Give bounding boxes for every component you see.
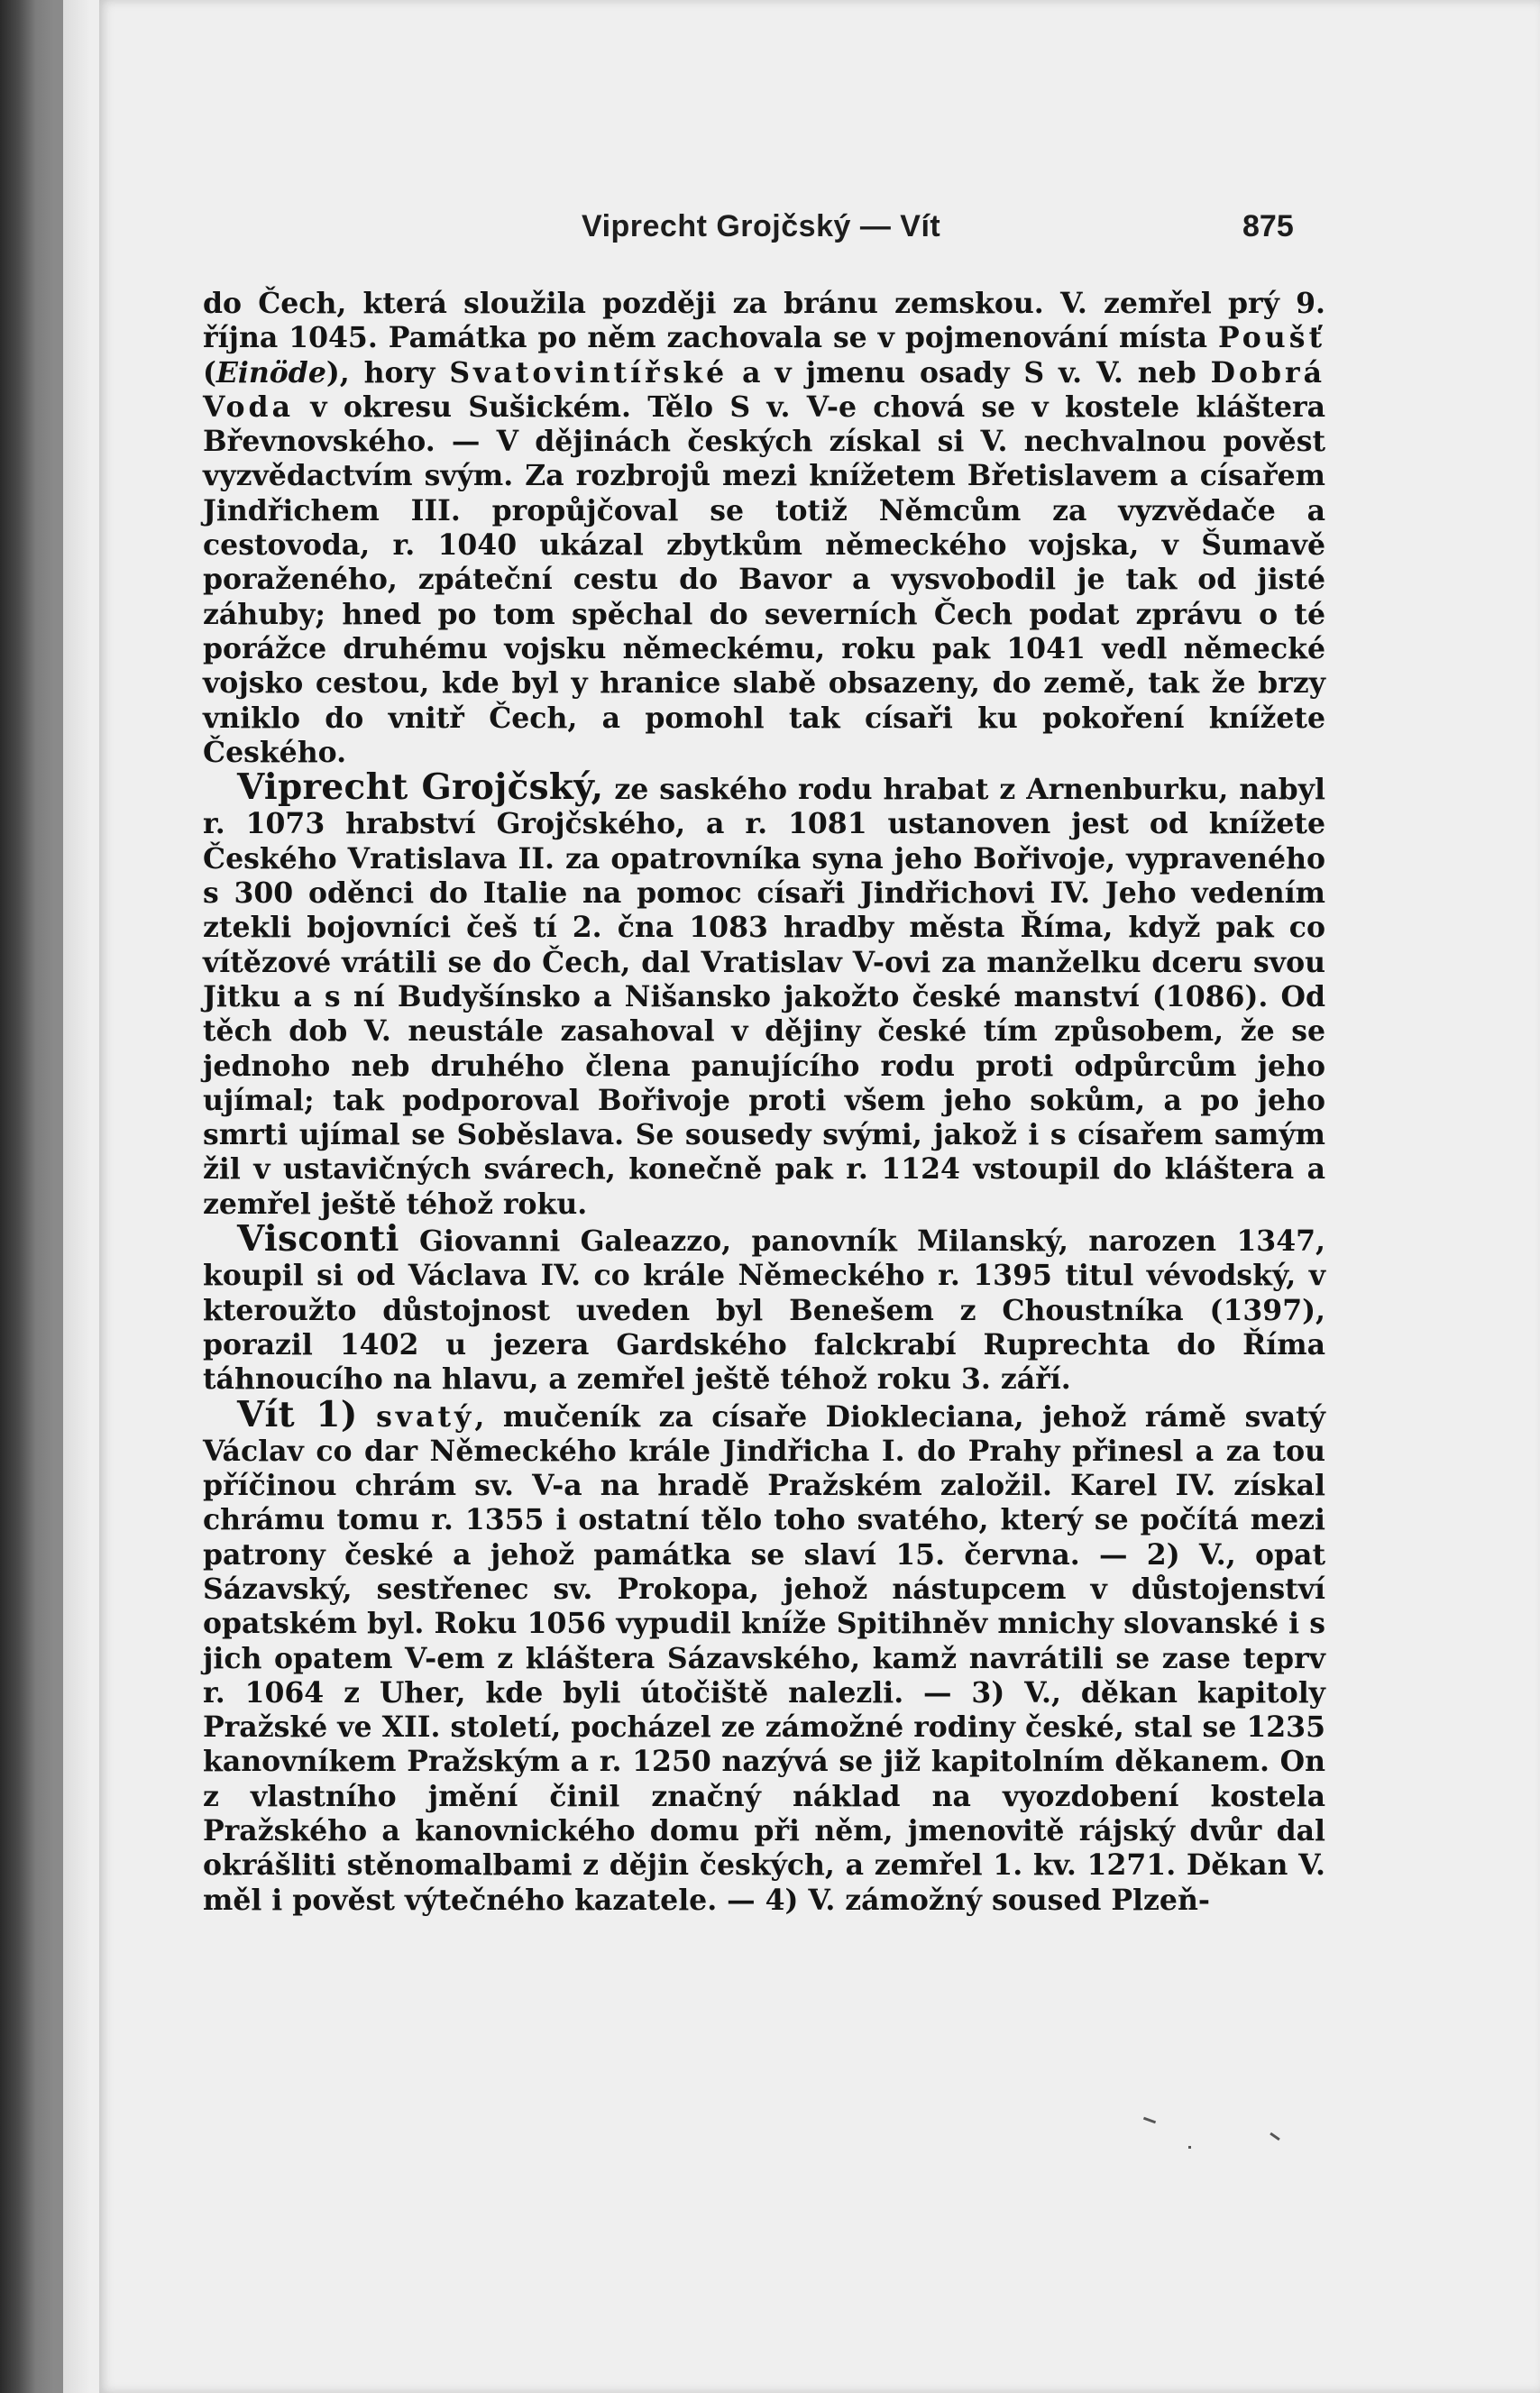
text-run: Dobrá Voda bbox=[203, 355, 1325, 424]
continuation-paragraph bbox=[203, 287, 1325, 770]
text-run: , mučeník za císaře Diokleciana, jehož rámě svatý Václav co dar Německého krále Jindřicha I. do Prahy přinesl a za tou příčinou chrám sv. V-a na hradě Pražském založil. Karel IV. získal chrámu tomu r. 1355 i ostatní tělo toho svatého, který se počítá mezi patrony české a jehož památka se slaví 15. června. — 2) V., opat Sázavský, sestřenec sv. Prokopa, jehož nástupcem v důstojenství opatském byl. Roku 1056 vypudil kníže Spitihněv mnichy slovanské i s jich opatem V-em z kláštera Sázavského, kamž navrátili se zase teprv r. 1064 z Uher, kde byli útočiště nalezli. — 3) V., děkan kapitoly Pražské ve XII. století, pocházel ze zámožné rodiny české, stal se 1235 kanovníkem Pražským a r. 1250 nazývá se již kapitolním děkanem. On z vlastního jmění činil značný náklad na vyozdobení kostela Pražského a kanovnického domu při něm, jmenovitě rájský dvůr dal okrášliti stěnomalbami z dějin českých, a zemřel 1. kv. 1271. Děkan V. měl i pověst výtečného kazatele. — 4) V. zámožný soused Plzeň- bbox=[203, 1399, 1325, 1917]
entry-heading: Vít 1) bbox=[237, 1393, 358, 1435]
entry-paragraph bbox=[203, 1393, 1325, 1918]
text-run: a v jmenu osady S v. V. neb bbox=[728, 355, 1211, 390]
entry-heading: Visconti bbox=[237, 1218, 399, 1261]
entry-paragraph bbox=[203, 766, 1325, 1222]
page-number: 875 bbox=[1242, 209, 1294, 243]
text-run: ( bbox=[203, 355, 216, 390]
text-run: Svatovintířské bbox=[449, 355, 729, 390]
text-run: do Čech, která sloužila později za bránu zemskou. V. zemřel prý 9. října 1045. Památka po něm zachovala se v pojmenování místa bbox=[203, 287, 1325, 355]
entry-paragraph bbox=[203, 1218, 1325, 1397]
text-run: v okresu Sušickém. Tělo S v. V-e chová se v kostele kláštera Břevnovského. — V dějinách českých získal si V. nechvalnou pověst vyzvědactvím svým. Za rozbrojů mezi knížetem Břetislavem a císařem Jindřichem III. propůjčoval se totiž Němcům za vyzvědače a cestovoda, r. 1040 ukázal zbytkům německého vojska, v Šumavě poraženého, zpáteční cestu do Bavor a vysvobodil je tak od jisté záhuby; hned po tom spěchal do severních Čech podat zprávu o té porážce druhému vojsku německému, roku pak 1041 vedl německé vojsko cestou, kde byl y hranice slabě obsazeny, do země, tak že brzy vniklo do vnitř Čech, a pomohl tak císaři ku pokoření knížete Českého. bbox=[203, 390, 1325, 769]
book-page bbox=[99, 0, 1540, 2393]
text-run: Einöde bbox=[215, 355, 326, 390]
entry-heading: Viprecht Grojčský, bbox=[237, 766, 604, 809]
text-run: Poušť bbox=[1217, 321, 1325, 355]
text-run bbox=[358, 1400, 376, 1434]
text-run: Giovanni Galeazzo, panovník Milanský, narozen 1347, koupil si od Václava IV. co krále Německého r. 1395 titul vévodský, v kteroužto důstojnost uveden byl Benešem z Choustníka (1397), porazil 1402 u jezera Gardského falckrabí Ruprechta do Říma táhnoucího na hlavu, a zemřel ještě téhož roku 3. září. bbox=[203, 1224, 1325, 1397]
text-run: ), hory bbox=[325, 355, 450, 390]
smudge-marks bbox=[1134, 2110, 1315, 2182]
text-run: ze saského rodu hrabat z Arnenburku, nabyl r. 1073 hrabství Grojčského, a r. 1081 ustanoven jest od knížete Českého Vratislava II. za opatrovníka syna jeho Bořivoje, vypraveného s 300 oděnci do Italie na pomoc císaři Jindřichovi IV. Jeho vedením ztekli bojovníci češ tí 2. čna 1083 hradby města Říma, když pak co vítězové vrátili se do Čech, dal Vratislav V-ovi za manželku dceru svou Jitku a s ní Budyšínsko a Nišansko jakožto české manství (1086). Od těch dob V. neustále zasahoval v dějiny české tím způsobem, že se jednoho neb druhého člena panujícího rodu proti odpůrcům jeho ujímal; tak podporoval Bořivoje proti všem jeho sokům, a po jeho smrti ujímal se Soběslava. Se sousedy svými, jakož i s císařem samým žil v ustavičných svárech, konečně pak r. 1124 vstoupil do kláštera a zemřel ještě téhož roku. bbox=[203, 773, 1325, 1221]
page-body bbox=[203, 287, 1325, 1918]
running-head-title: Viprecht Grojčský — Vít bbox=[582, 209, 941, 243]
text-run: svatý bbox=[376, 1399, 475, 1434]
